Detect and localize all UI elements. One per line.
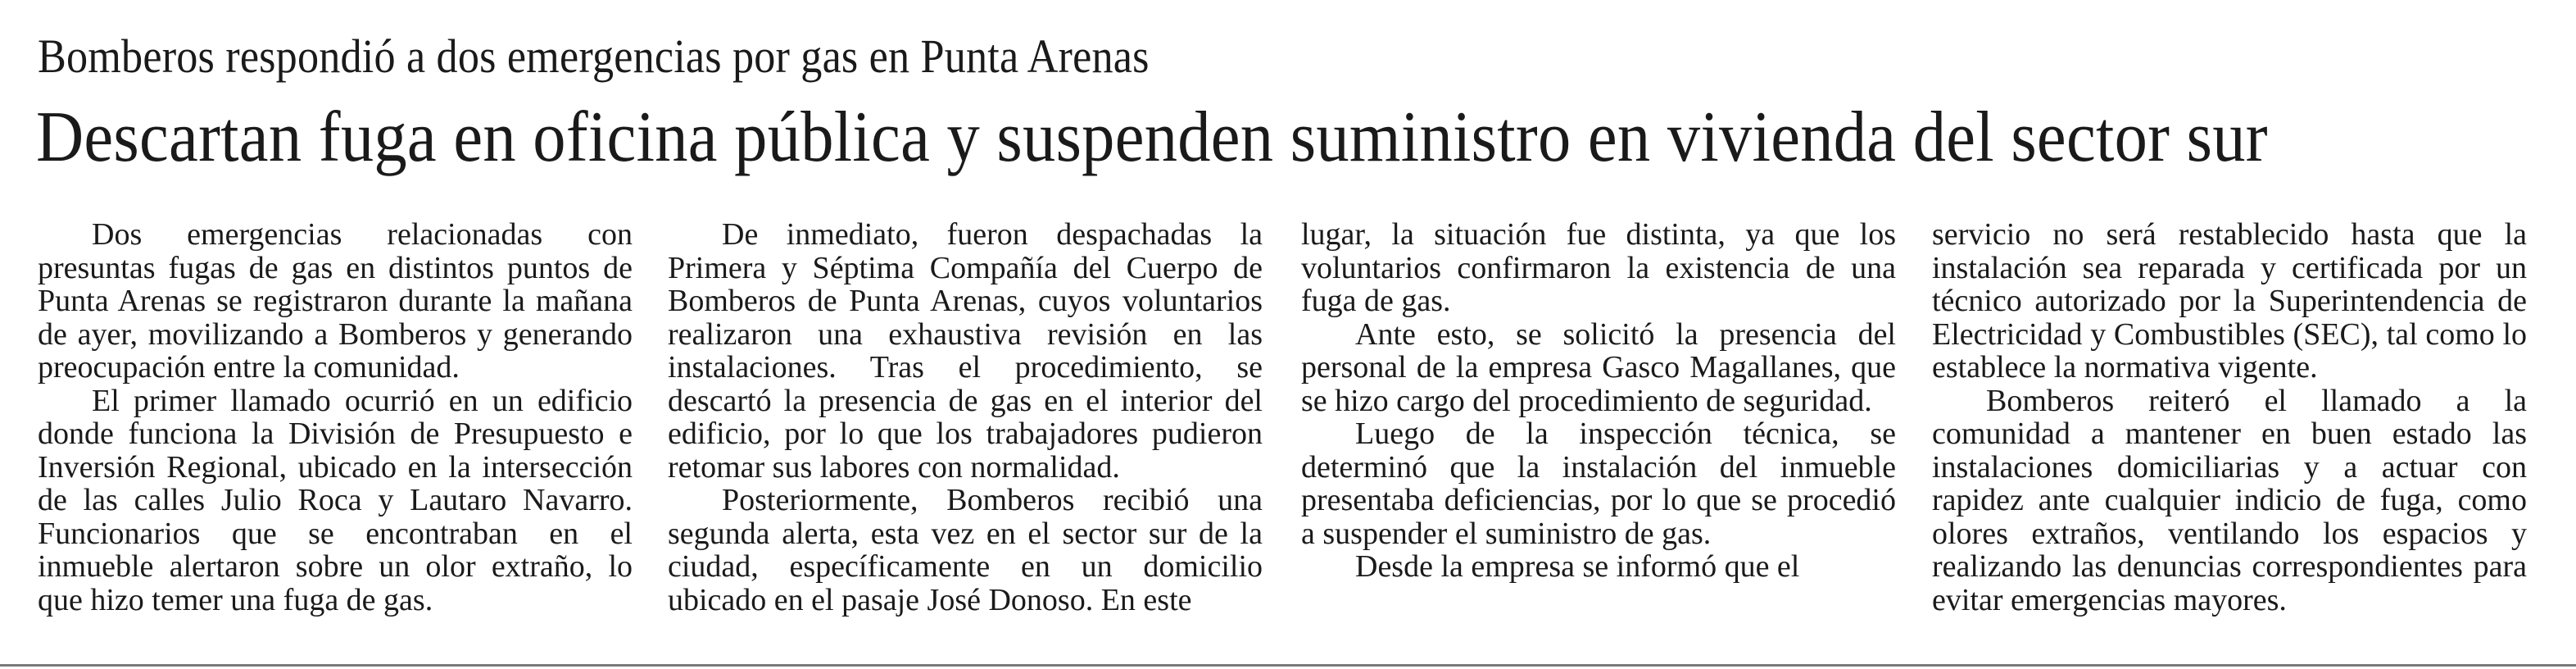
article-paragraph: De inmediato, fueron despachadas la Primera y Séptima Compañía del Cuerpo de Bomberos de Punta Arenas, cuyos voluntarios realizaron una exhaustiva revisión en las instalaciones. Tras el procedimiento, se descartó la presencia de gas en el interior del edificio, por lo que los trabajadores pudieron retomar sus labores con normalidad. — [668, 218, 1263, 485]
article-kicker: Bomberos respondió a dos emergencias por gas en Punta Arenas — [38, 30, 1150, 83]
article-column-1 — [38, 218, 633, 644]
article-column-2 — [668, 218, 1263, 644]
article-paragraph: lugar, la situación fue distinta, ya que los voluntarios confirmaron la existencia de una fuga de gas. — [1301, 218, 1896, 318]
bottom-rule — [0, 664, 2576, 667]
article-paragraph: Dos emergencias relacionadas con presuntas fugas de gas en distintos puntos de Punta Arenas se registraron durante la mañana de ayer, movilizando a Bomberos y generando preocupación entre la comunidad. — [38, 218, 633, 385]
article-paragraph: Ante esto, se solicitó la presencia del personal de la empresa Gasco Magallanes, que se hizo cargo del procedimiento de seguridad. — [1301, 316, 1896, 418]
article-paragraph: Luego de la inspección técnica, se determinó que la instalación del inmueble presentaba deficiencias, por lo que se procedió a suspender el suministro de gas. — [1301, 416, 1896, 551]
article-paragraph: El primer llamado ocurrió en un edificio donde funciona la División de Presupuesto e Inversión Regional, ubicado en la intersección de las calles Julio Roca y Lautaro Navarro. Funcionarios que se encontraban en el inmueble alertaron sobre un olor extraño, lo que hizo temer una fuga de gas. — [38, 383, 633, 617]
article-headline: Descartan fuga en oficina pública y suspenden suministro en vivienda del sector sur — [36, 98, 2268, 177]
article-paragraph: Bomberos reiteró el llamado a la comunidad a mantener en buen estado las instalaciones domiciliarias y a actuar con rapidez ante cualquier indicio de fuga, como olores extraños, ventilando los espacios y realizando las denuncias correspondientes para evitar emergencias mayores. — [1932, 383, 2527, 617]
article-column-4 — [1932, 218, 2527, 644]
article-paragraph: Desde la empresa se informó que el — [1355, 549, 1800, 584]
article-column-3 — [1301, 218, 1896, 644]
article-paragraph: servicio no será restablecido hasta que la instalación sea reparada y certificada por un técnico autorizado por la Superintendencia de Electricidad y Combustibles (SEC), tal como lo establece la normativa vigente. — [1932, 218, 2527, 385]
article-paragraph: Posteriormente, Bomberos recibió una segunda alerta, esta vez en el sector sur de la ciudad, específicamente en un domicilio ubicado en el pasaje José Donoso. En este — [668, 483, 1263, 617]
